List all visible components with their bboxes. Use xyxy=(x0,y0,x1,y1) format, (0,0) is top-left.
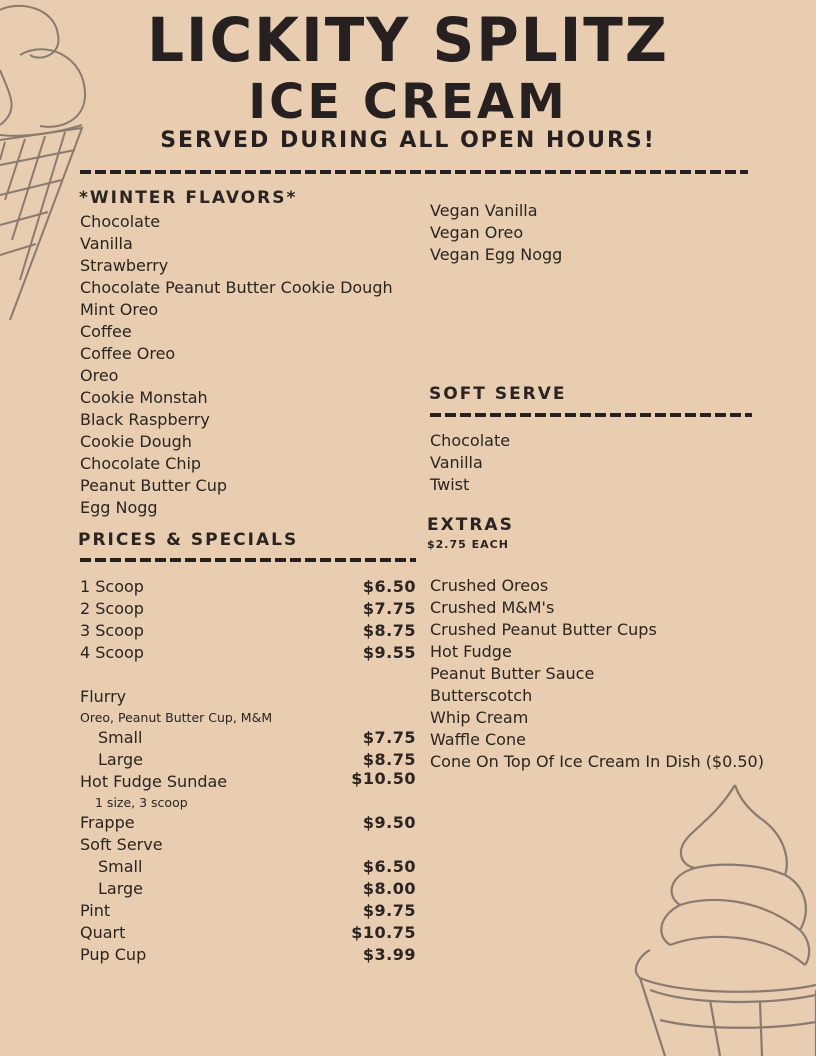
list-item: Whip Cream xyxy=(430,708,529,727)
list-item: Vegan Egg Nogg xyxy=(430,245,563,264)
page-subtitle: ICE CREAM xyxy=(248,74,568,130)
list-item: Cookie Dough xyxy=(80,432,192,451)
price-row xyxy=(80,598,416,620)
list-item: Butterscotch xyxy=(430,686,533,705)
price-row xyxy=(80,900,416,922)
price-value: $9.55 xyxy=(362,643,416,662)
list-item: Coffee Oreo xyxy=(80,344,176,363)
price-row xyxy=(80,686,416,708)
list-item: Crushed Peanut Butter Cups xyxy=(430,620,657,639)
list-item: Hot Fudge xyxy=(430,642,512,661)
list-item: Chocolate xyxy=(430,431,511,450)
list-item: Coffee xyxy=(80,322,132,341)
list-item: Crushed Oreos xyxy=(430,576,549,595)
header-divider xyxy=(80,170,748,174)
price-value: $7.75 xyxy=(362,599,416,618)
price-value: $7.75 xyxy=(362,728,416,747)
price-row xyxy=(80,576,416,598)
list-item: Vegan Oreo xyxy=(430,223,524,242)
price-label: Hot Fudge Sundae xyxy=(80,772,228,791)
price-row xyxy=(80,727,416,749)
price-label: 1 Scoop xyxy=(80,577,144,596)
price-label: Small xyxy=(98,857,143,876)
price-row xyxy=(80,834,416,856)
price-value: $10.50 xyxy=(351,769,416,788)
price-label: 4 Scoop xyxy=(80,643,144,662)
prices-divider xyxy=(80,558,416,562)
price-value: $3.99 xyxy=(362,945,416,964)
list-item: Black Raspberry xyxy=(80,410,210,429)
list-item: Vanilla xyxy=(430,453,483,472)
price-label: 2 Scoop xyxy=(80,599,144,618)
soft-serve-list xyxy=(430,430,510,496)
price-value: $9.75 xyxy=(362,901,416,920)
page-title: LICKITY SPLITZ xyxy=(147,4,669,76)
soft-serve-divider xyxy=(430,413,752,417)
price-label: Soft Serve xyxy=(80,835,163,854)
list-item: Vegan Vanilla xyxy=(430,201,538,220)
list-item: Twist xyxy=(430,475,470,494)
price-label: Small xyxy=(98,728,143,747)
winter-flavors-heading: *WINTER FLAVORS* xyxy=(79,188,298,208)
list-item: Chocolate xyxy=(80,212,161,231)
price-row xyxy=(80,944,416,966)
price-row xyxy=(80,878,416,900)
price-row xyxy=(80,812,416,834)
price-value: $6.50 xyxy=(362,857,416,876)
sundae-note: 1 size, 3 scoop xyxy=(95,795,188,810)
soft-serve-cup-icon xyxy=(620,780,816,1056)
vegan-flavors-list xyxy=(430,200,562,266)
price-row xyxy=(80,771,416,793)
list-item: Waffle Cone xyxy=(430,730,526,749)
winter-flavors-list xyxy=(80,211,393,519)
list-item: Oreo xyxy=(80,366,119,385)
extras-heading: EXTRAS xyxy=(427,515,514,535)
price-label: Large xyxy=(98,750,144,769)
extras-price-note: $2.75 EACH xyxy=(427,538,509,551)
list-item: Mint Oreo xyxy=(80,300,159,319)
price-value: $10.75 xyxy=(351,923,416,942)
price-label: 3 Scoop xyxy=(80,621,144,640)
price-label: Pint xyxy=(80,901,111,920)
tagline: SERVED DURING ALL OPEN HOURS! xyxy=(160,128,656,153)
price-label: Pup Cup xyxy=(80,945,147,964)
list-item: Egg Nogg xyxy=(80,498,158,517)
price-value: $6.50 xyxy=(362,577,416,596)
list-item: Strawberry xyxy=(80,256,169,275)
list-item: Peanut Butter Cup xyxy=(80,476,228,495)
price-label: Frappe xyxy=(80,813,135,832)
extras-list xyxy=(430,575,764,773)
soft-serve-heading: SOFT SERVE xyxy=(429,384,567,404)
flurry-note: Oreo, Peanut Butter Cup, M&M xyxy=(80,710,273,725)
list-item: Chocolate Peanut Butter Cookie Dough xyxy=(80,278,393,297)
list-item: Cone On Top Of Ice Cream In Dish ($0.50) xyxy=(430,752,764,771)
price-row xyxy=(80,642,416,664)
list-item: Cookie Monstah xyxy=(80,388,208,407)
prices-heading: PRICES & SPECIALS xyxy=(78,530,299,550)
price-value: $9.50 xyxy=(362,813,416,832)
list-item: Vanilla xyxy=(80,234,133,253)
price-value: $8.75 xyxy=(362,621,416,640)
price-value: $8.75 xyxy=(362,750,416,769)
price-row xyxy=(80,620,416,642)
price-label: Large xyxy=(98,879,144,898)
list-item: Peanut Butter Sauce xyxy=(430,664,595,683)
list-item: Chocolate Chip xyxy=(80,454,202,473)
price-label: Flurry xyxy=(80,687,127,706)
price-label: Quart xyxy=(80,923,126,942)
price-row xyxy=(80,856,416,878)
list-item: Crushed M&M's xyxy=(430,598,555,617)
price-row xyxy=(80,922,416,944)
price-value: $8.00 xyxy=(362,879,416,898)
